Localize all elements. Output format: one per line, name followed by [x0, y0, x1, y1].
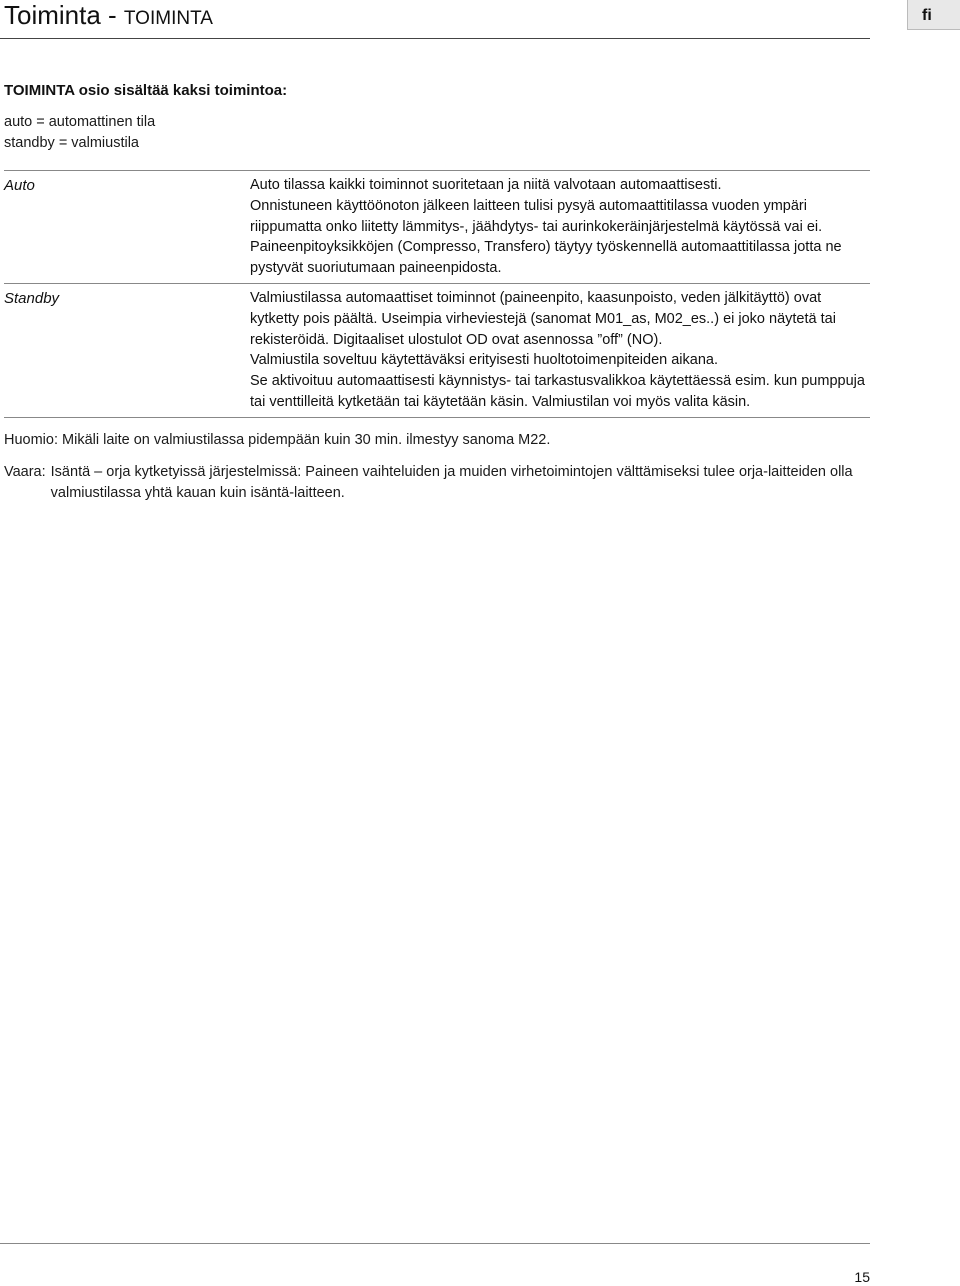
- mode-paragraph: Auto tilassa kaikki toiminnot suoritetaan ja niitä valvotaan automaattisesti.: [250, 177, 722, 193]
- definition-list: [4, 112, 155, 154]
- mode-paragraph: Valmiustilassa automaattiset toiminnot (paineenpito, kaasunpoisto, veden jälkitäyttö) ovat kytketty pois päältä. Useimpia virheviestejä (sanomat M01_as, M02_es..) ei joko näytetä tai rekisteröidä. Digitaaliset ulostulot OD ovat asennossa ”off” (NO).: [250, 289, 836, 348]
- page-title-main: Toiminta -: [4, 0, 124, 30]
- mode-paragraph: Valmiustila soveltuu käytettäväksi erityisesti huoltotoimenpiteiden aikana.: [250, 352, 719, 369]
- definition-auto: auto = automattinen tila: [4, 114, 156, 130]
- note-text: Huomio: Mikäli laite on valmiustilassa pidempään kuin 30 min. ilmestyy sanoma M22.: [4, 432, 551, 448]
- page-number: 15: [854, 1269, 870, 1285]
- page-title-sub: TOIMINTA: [123, 8, 213, 29]
- page-header: [0, 0, 870, 39]
- footer-divider: [0, 1243, 870, 1244]
- mode-description: [250, 284, 870, 417]
- warning-block: [4, 462, 864, 504]
- mode-row-standby: [4, 284, 870, 417]
- mode-paragraph: Onnistuneen käyttöönoton jälkeen laitteen tulisi pysyä automaattitilassa vuoden ympäri riippumatta onko liitetty lämmitys-, jäähdytys- tai aurinkokeräinjärjestelmä käytössä vai ei. Paineenpitoyksikköjen (Compresso, Transfero) täytyy työskennellä automaattitilassa jotta ne pystyvät suoriutumaan paineenpidosta.: [250, 197, 842, 277]
- definition-standby: standby = valmiustila: [4, 135, 139, 151]
- intro-heading: TOIMINTA osio sisältää kaksi toimintoa:: [4, 82, 288, 99]
- mode-description: [250, 171, 870, 283]
- mode-paragraph: Se aktivoituu automaattisesti käynnistys- tai tarkastusvalikkoa käytettäessä esim. kun pumppuja tai venttilleitä kytketään tai käytetään käsin. Valmiustilan voi myös valita käsin.: [250, 373, 865, 410]
- mode-label: Standby: [4, 289, 60, 307]
- language-tab: fi: [907, 0, 960, 30]
- warning-label: Vaara:: [4, 464, 46, 480]
- page-title: [4, 0, 213, 34]
- warning-text: Isäntä – orja kytketyissä järjestelmissä: Paineen vaihteluiden ja muiden virhetoimintojen välttämiseksi tulee orja-laitteiden olla valmiustilassa yhtä kauan kuin isäntä-laitteen.: [50, 464, 853, 501]
- mode-row-auto: [4, 171, 870, 284]
- mode-label: Auto: [4, 177, 35, 194]
- modes-table: [4, 170, 870, 418]
